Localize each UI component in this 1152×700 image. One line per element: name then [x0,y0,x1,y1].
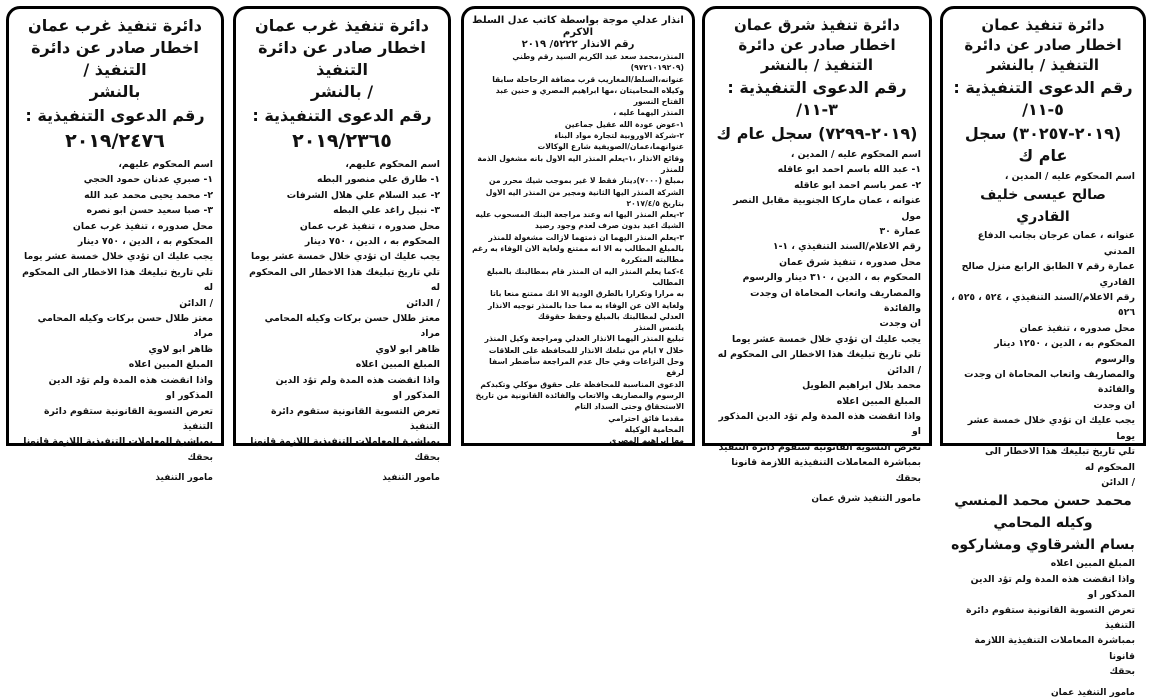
body-line: الدعوى المناسبة للمحافظة على حقوق موكلي وتكبدكم [480,379,684,389]
body-line: ٢- عبد السلام علي هلال الشرفات [286,189,440,201]
notice-subtitle: اخطار صادر عن دائرة التنفيذ / بالنشر [738,36,896,74]
case-label: رقم الدعوى التنفيذية : ٥-١١/ [953,78,1133,119]
body-line: اسم المحكوم عليه / المدين ، [1004,171,1135,182]
body-line: المنذر،محمد سعد عبد الكريم السيد رقم وطني (٩٧٢١٠١٩٢٠٩) [512,52,684,73]
body-line: / الدائن [1101,476,1135,488]
body-line: وكيلاه المحاميتان ،مها ابراهيم المصري و حنين عبد الفتاح النسور [495,85,684,107]
body-line: تلي تاريخ تبليغك هذا الاخطار الى المحكوم له [22,266,213,294]
body-line: المبلغ المبين اعلاه [1050,558,1135,570]
body-line: عمارة ٣٠ [879,226,921,238]
body-line: ٤-كما يعلم المنذر اليه ان المنذر قام بمطالبتك بالمبلغ المطالب [486,266,684,287]
body-line: المحكوم به ، الدين ، ٣١٠ دينار والرسوم [742,272,921,284]
notice-amman-30257 [940,6,1146,698]
body-line: عمارة رقم ٧ الطابق الرابع منزل صالح القادري [961,261,1135,288]
notice-body [17,157,213,465]
body-line: بحقك [895,472,921,484]
body-line: به مرارا وتكرارا بالطرق الودية الا انك ممتنع منعا باتا [490,289,684,299]
body-line: واذا انقضت هذه المدة ولم تؤد الدين المذكور او [48,374,213,402]
body-line: رقم الاعلام/السند التنفيذي ، ١-١ [772,241,921,253]
body-line: بمباشرة المعاملات التنفيذية اللازمة قانونا [731,457,921,469]
body-line: تعرض التسوية القانونية ستقوم دائرة التنفيذ [718,441,921,453]
body-line: اسم المحكوم عليه / المدين ، [790,149,921,160]
notice-subtitle: اخطار صادر عن دائرة التنفيذ / بالنشر [964,36,1122,74]
body-line: المبلغ المبين اعلاه [128,359,213,371]
case-label: رقم الدعوى التنفيذية : ٣-١١/ [727,78,907,119]
body-line: تلي تاريخ تبليغك هذا الاخطار الى المحكوم له [717,349,921,361]
body-line: العدلي لمطالبتك بالمبلغ وحفظ حقوقك [537,311,684,321]
body-line: تعرض التسوية القانونية ستقوم دائرة التنفيذ [271,405,440,432]
body-line: ٢-شركة الاوروبية لتجارة مواد البناء [554,131,684,141]
signature-name: مها ابراهيم المصري [609,436,684,446]
body-line: ٣-يعلم المنذر اليهما ان ذمتهما لازالت مشغولة للمنذر [488,232,684,242]
body-line: بالمبلغ المطالب به الا انه ممتنع ولغاية الان الوفاء به رغم [472,244,684,254]
body-line: محل صدوره ، تنفيذ غرب عمان [299,220,440,232]
body-line: مقدما فائق احترامي [608,413,684,423]
body-line: محمد بلال ابراهيم الطويل [802,380,921,392]
body-line: والمصاريف واتعاب المحاماة ان وجدت والفائدة [964,369,1135,396]
body-line: بحقك [187,451,213,463]
body-line: عنوانه ، عمان عرجان بجانب الدفاع المدني [977,230,1135,257]
notice-title: دائرة تنفيذ غرب عمان [28,16,202,35]
notice-body [244,157,440,465]
body-line: محل صدوره ، تنفيذ غرب عمان [72,220,213,232]
body-line: معتز طلال حسن بركات وكيله المحامي مراد [264,313,440,340]
body-line: الاستحقاق وحتى السداد التام [574,402,684,412]
notice-west-amman-2365 [233,6,451,484]
body-line: اسم المحكوم عليهم، [118,159,213,170]
body-line: محل صدوره ، تنفيذ شرق عمان [779,256,921,268]
body-line: بمباشرة المعاملات التنفيذية اللازمة قانونا [23,436,213,448]
notice-subtitle-2: بالنشر [89,82,141,101]
notice-footer: مامور التنفيذ عمان [1050,687,1135,698]
body-line: واذا انقضت هذه المدة ولم تؤد الدين المذكور او [275,374,440,402]
body-line: الشركة المنذر اليها الثانية ومجير من المنذر اليه الاول [485,187,684,197]
body-line: بحقك [1109,666,1135,678]
body-line: واذا انقضت هذه المدة ولم تؤد الدين المذكور او [718,410,921,438]
body-line: يجب عليك ان تؤدي خلال خمسة عشر يوما [967,415,1135,442]
body-line: ١- صبري عدنان حمود الحجي [83,174,213,186]
body-line: ان وجدت [879,318,921,330]
body-line: يجب عليك ان تؤدي خلال خمسة عشر يوما [250,251,440,263]
notice-footer: مامور التنفيذ شرق عمان [811,493,921,504]
notice-title: دائرة تنفيذ غرب عمان [255,16,429,35]
body-line: ١-عوض عودة الله عقيل جماعين [564,119,684,129]
body-line: الرسوم والمصاريف والاتعاب والفائدة القانونية من تاريخ [475,390,684,400]
case-number: ٢٠١٩/٢٣٦٥ [292,130,392,152]
body-line: تعرض التسوية القانونية ستقوم دائرة التنفيذ [966,604,1135,631]
body-line: والمصاريف واتعاب المحاماة ان وجدت والفائدة [750,287,921,315]
body-line: ٥٢٦ [1117,307,1135,319]
body-line: عنوانهما،عمان/الصويفية شارع الوكالات [537,142,684,152]
body-line: رقم الاعلام/السند التنفيذي ، ٥٢٤ ، ٥٢٥ ، [951,292,1135,304]
signature-label: المحامية الوكيلة [624,424,684,434]
debtor-name: صالح عيسى خليف القادري [980,187,1106,226]
body-line: ٢- عمر باسم احمد ابو عاقله [794,179,921,191]
body-line: الشيك اعيد بدون صرف لعدم وجود رصيد [535,221,684,231]
case-label: رقم الدعوى التنفيذية : [252,106,432,125]
body-line: ٣- نبيل راغد علي البطه [333,205,440,217]
body-line: تلي تاريخ تبليغك هذا الاخطار الى المحكوم له [249,266,440,294]
body-line: خلال ٧ ايام من تبلغك الانذار للمحافظة على العلاقات [488,345,684,355]
body-line: ٣- صبا سعيد حسن ابو نصره [86,205,213,217]
body-line: مطالبته المتكررة [621,255,684,265]
body-line: واذا انقضت هذه المدة ولم تؤد الدين المذكور او [970,573,1135,601]
body-line: المبلغ المبين اعلاه [836,395,921,407]
notice-body [713,147,921,486]
body-line: بمباشرة المعاملات التنفيذية اللازمة قانونا [974,635,1135,662]
body-line: ١- طارق علي منصور البطه [316,174,440,186]
creditor-name: محمد حسن محمد المنسي وكيله المحامي [954,493,1132,532]
body-line: المبلغ المبين اعلاه [355,359,440,371]
body-line: يلتمس المنذر [634,323,684,333]
notice-east-amman-7299 [702,6,932,504]
body-line: اسم المحكوم عليهم، [345,159,440,170]
notice-body [951,169,1135,680]
body-line: ١- عبد الله باسم احمد ابو عاقله [777,164,921,176]
body-line: ظاهر ابو لاوي [375,343,440,355]
body-line: بمباشرة المعاملات التنفيذية اللازمة قانونا [250,436,440,448]
body-line: بتاريخ ٢٠١٧/٤/٥ [626,198,684,208]
body-line: وحل النزاعات وفي حال عدم المراجعة سأضطر اسفا لرفع [489,357,684,378]
body-line: تبليغ المنذر اليهما الانذار العدلي ومراجعة وكيل المنذر [484,334,684,344]
body-line: يجب عليك ان تؤدي خلال خمسة عشر يوما [731,333,921,345]
notice-title: دائرة تنفيذ شرق عمان [734,16,900,34]
case-number: ٢٠١٩/٢٤٧٦ [65,130,165,152]
body-line: محل صدوره ، تنفيذ عمان [1019,322,1135,334]
body-line: تلي تاريخ تبليغك هذا الاخطار الى المحكوم له [985,446,1135,473]
notice-subtitle: اخطار صادر عن دائرة التنفيذ / [31,38,199,79]
body-line: المحكوم به ، الدين ، ٧٥٠ دينار [77,236,213,248]
body-line: ظاهر ابو لاوي [148,343,213,355]
body-line: يجب عليك ان تؤدي خلال خمسة عشر يوما [23,251,213,263]
notice-west-amman-2476 [6,6,224,484]
warning-title: انذار عدلي موجة بواسطة كاتب عدل السلط الاكرم [472,15,684,38]
notice-subtitle: اخطار صادر عن دائرة التنفيذ [258,38,426,79]
notice-footer: مامور التنفيذ [155,473,213,484]
body-line: بمبلغ (٧٠٠٠)دينار فقط لا غير بموجب شيك محرر من [489,176,684,186]
warning-number: رقم الانذار ٥٢٢٢/ ٢٠١٩ [521,39,635,50]
case-number: (٢٠١٩-٣٠٢٥٧) سجل عام ك [964,124,1122,165]
body-line: ٢-يعلم المنذر اليها انه وعند مراجعة البنك المسحوب عليه [475,210,684,220]
notice-footer: مامور التنفيذ [382,473,440,484]
body-line: وقائع الانذار ،١-يعلم المنذر اليه الاول بانه مشغول الذمة للمنذر [477,153,684,174]
case-label: رقم الدعوى التنفيذية : [25,106,205,125]
warning-body [472,51,684,446]
body-line: / الدائن [887,364,921,376]
body-line: ٢- محمد يحيى محمد عبد الله [84,189,213,201]
body-line: المحكوم به ، الدين ، ٧٥٠ دينار [304,236,440,248]
body-line: عنوانه،السلط/المغاريب قرب مضافة الرحاحلة سابقا [492,74,684,84]
creditor-lawyer: بسام الشرقاوي ومشاركوه [951,537,1135,554]
body-line: عنوانه ، عمان ماركا الجنوبية مقابل النصر مول [733,195,921,222]
body-line: تعرض التسوية القانونية ستقوم دائرة التنفيذ [44,405,213,432]
body-line: بحقك [414,451,440,463]
notice-subtitle-2: / بالنشر [310,82,374,101]
legal-warning-notice [461,6,695,446]
body-line: ولغاية الان عن الوفاء به مما حدا بالمنذر توجيه الانذار [488,300,684,310]
body-line: ان وجدت [1093,399,1135,411]
body-line: / الدائن [406,297,440,309]
body-line: / الدائن [179,297,213,309]
body-line: المنذر اليهما عليه ، [613,108,684,118]
body-line: معتز طلال حسن بركات وكيله المحامي مراد [37,313,213,340]
notice-title: دائرة تنفيذ عمان [981,16,1105,34]
body-line: المحكوم به ، الدين ، ١٢٥٠ دينار والرسوم [994,338,1135,365]
case-number: (٢٠١٩-٧٢٩٩) سجل عام ك [716,124,918,143]
